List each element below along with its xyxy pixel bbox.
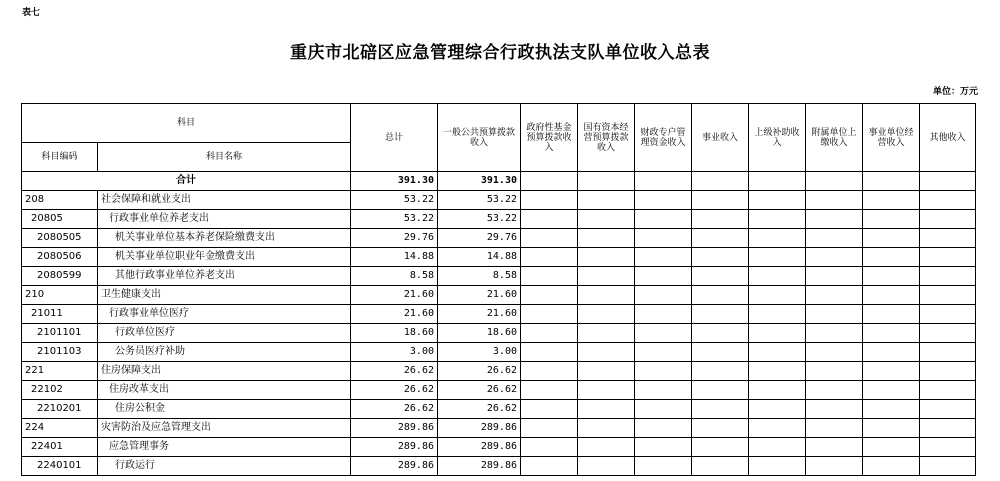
- empty-cell: [749, 457, 806, 476]
- empty-cell: [578, 267, 635, 286]
- empty-cell: [692, 286, 749, 305]
- value-general-budget-cell: 53.22: [438, 191, 521, 210]
- empty-cell: [578, 191, 635, 210]
- income-summary-table: [21, 103, 976, 476]
- table-row: [22, 191, 976, 210]
- value-total-cell: 26.62: [351, 362, 438, 381]
- empty-cell: [749, 419, 806, 438]
- value-general-budget-cell: 26.62: [438, 400, 521, 419]
- empty-cell: [920, 286, 976, 305]
- value-total-cell: 289.86: [351, 438, 438, 457]
- value-general-budget-cell: 26.62: [438, 362, 521, 381]
- total-label: 合计: [22, 172, 351, 191]
- empty-cell: [521, 343, 578, 362]
- empty-cell: [578, 400, 635, 419]
- empty-cell: [692, 191, 749, 210]
- empty-cell: [635, 457, 692, 476]
- table-row: [22, 305, 976, 324]
- value-general-budget-cell: 14.88: [438, 248, 521, 267]
- value-general-budget-cell: 289.86: [438, 438, 521, 457]
- empty-cell: [635, 305, 692, 324]
- empty-cell: [920, 438, 976, 457]
- empty-cell: [521, 210, 578, 229]
- empty-cell: [749, 267, 806, 286]
- empty-cell: [749, 172, 806, 191]
- value-general-budget-cell: 18.60: [438, 324, 521, 343]
- empty-cell: [863, 362, 920, 381]
- empty-cell: [749, 229, 806, 248]
- table-number-tag: 表七: [22, 8, 41, 18]
- empty-cell: [578, 248, 635, 267]
- empty-cell: [806, 305, 863, 324]
- empty-cell: [920, 305, 976, 324]
- empty-cell: [692, 438, 749, 457]
- value-general-budget-cell: 26.62: [438, 381, 521, 400]
- empty-cell: [635, 229, 692, 248]
- empty-cell: [806, 210, 863, 229]
- header-col-general-budget: 一般公共预算拨款收入: [438, 104, 521, 172]
- empty-cell: [692, 229, 749, 248]
- table-row: [22, 419, 976, 438]
- total-value-total: 391.30: [351, 172, 438, 191]
- subject-code-cell: 22401: [22, 438, 98, 457]
- value-general-budget-cell: 8.58: [438, 267, 521, 286]
- empty-cell: [863, 419, 920, 438]
- empty-cell: [692, 210, 749, 229]
- empty-cell: [521, 400, 578, 419]
- subject-code-cell: 210: [22, 286, 98, 305]
- empty-cell: [806, 362, 863, 381]
- header-col-total: 总计: [351, 104, 438, 172]
- empty-cell: [578, 419, 635, 438]
- empty-cell: [920, 191, 976, 210]
- empty-cell: [635, 191, 692, 210]
- value-total-cell: 21.60: [351, 305, 438, 324]
- table-row: [22, 286, 976, 305]
- table-row: [22, 324, 976, 343]
- value-total-cell: 3.00: [351, 343, 438, 362]
- value-total-cell: 53.22: [351, 191, 438, 210]
- empty-cell: [806, 400, 863, 419]
- empty-cell: [749, 191, 806, 210]
- empty-cell: [920, 229, 976, 248]
- subject-name-cell: 社会保障和就业支出: [98, 191, 351, 210]
- empty-cell: [863, 229, 920, 248]
- value-general-budget-cell: 289.86: [438, 419, 521, 438]
- empty-cell: [806, 438, 863, 457]
- value-total-cell: 289.86: [351, 419, 438, 438]
- empty-cell: [578, 362, 635, 381]
- empty-cell: [578, 457, 635, 476]
- subject-code-cell: 2080506: [22, 248, 98, 267]
- empty-cell: [863, 210, 920, 229]
- table-row: [22, 400, 976, 419]
- subject-code-cell: 2210201: [22, 400, 98, 419]
- empty-cell: [806, 381, 863, 400]
- empty-cell: [920, 267, 976, 286]
- empty-cell: [863, 343, 920, 362]
- empty-cell: [521, 324, 578, 343]
- subject-name-cell: 应急管理事务: [98, 438, 351, 457]
- empty-cell: [920, 457, 976, 476]
- empty-cell: [521, 305, 578, 324]
- subject-name-cell: 机关事业单位基本养老保险缴费支出: [98, 229, 351, 248]
- empty-cell: [863, 286, 920, 305]
- empty-cell: [635, 343, 692, 362]
- subject-code-cell: 224: [22, 419, 98, 438]
- empty-cell: [920, 172, 976, 191]
- empty-cell: [635, 381, 692, 400]
- value-general-budget-cell: 3.00: [438, 343, 521, 362]
- empty-cell: [863, 248, 920, 267]
- empty-cell: [521, 248, 578, 267]
- value-total-cell: 21.60: [351, 286, 438, 305]
- empty-cell: [863, 305, 920, 324]
- empty-cell: [749, 286, 806, 305]
- empty-cell: [578, 438, 635, 457]
- subject-code-cell: 21011: [22, 305, 98, 324]
- table-row: [22, 343, 976, 362]
- subject-name-cell: 行政事业单位养老支出: [98, 210, 351, 229]
- table-row: [22, 229, 976, 248]
- empty-cell: [692, 248, 749, 267]
- empty-cell: [806, 419, 863, 438]
- subject-code-cell: 20805: [22, 210, 98, 229]
- empty-cell: [806, 229, 863, 248]
- table-row: [22, 438, 976, 457]
- empty-cell: [920, 324, 976, 343]
- empty-cell: [920, 400, 976, 419]
- empty-cell: [521, 267, 578, 286]
- empty-cell: [806, 343, 863, 362]
- subject-code-cell: 2101101: [22, 324, 98, 343]
- empty-cell: [749, 305, 806, 324]
- empty-cell: [578, 343, 635, 362]
- table-row: [22, 362, 976, 381]
- empty-cell: [692, 400, 749, 419]
- empty-cell: [863, 438, 920, 457]
- empty-cell: [920, 362, 976, 381]
- empty-cell: [578, 172, 635, 191]
- subject-name-cell: 行政事业单位医疗: [98, 305, 351, 324]
- subject-code-cell: 208: [22, 191, 98, 210]
- empty-cell: [749, 381, 806, 400]
- empty-cell: [806, 324, 863, 343]
- table-row: [22, 381, 976, 400]
- value-total-cell: 18.60: [351, 324, 438, 343]
- empty-cell: [749, 438, 806, 457]
- empty-cell: [692, 305, 749, 324]
- empty-cell: [578, 305, 635, 324]
- empty-cell: [521, 457, 578, 476]
- header-col-operating-income: 事业单位经营收入: [863, 104, 920, 172]
- page-title: 重庆市北碚区应急管理综合行政执法支队单位收入总表: [290, 43, 710, 63]
- empty-cell: [692, 362, 749, 381]
- empty-cell: [635, 438, 692, 457]
- empty-cell: [521, 419, 578, 438]
- empty-cell: [806, 191, 863, 210]
- empty-cell: [920, 210, 976, 229]
- value-total-cell: 26.62: [351, 400, 438, 419]
- header-col-business-income: 事业收入: [692, 104, 749, 172]
- empty-cell: [806, 248, 863, 267]
- value-total-cell: 29.76: [351, 229, 438, 248]
- empty-cell: [863, 400, 920, 419]
- value-total-cell: 53.22: [351, 210, 438, 229]
- subject-code-cell: 221: [22, 362, 98, 381]
- subject-code-cell: 22102: [22, 381, 98, 400]
- empty-cell: [749, 210, 806, 229]
- subject-code-cell: 2080505: [22, 229, 98, 248]
- empty-cell: [521, 362, 578, 381]
- empty-cell: [521, 438, 578, 457]
- unit-label: 单位：万元: [932, 87, 978, 97]
- empty-cell: [635, 210, 692, 229]
- empty-cell: [635, 324, 692, 343]
- header-col-other-income: 其他收入: [920, 104, 976, 172]
- empty-cell: [749, 248, 806, 267]
- empty-cell: [692, 419, 749, 438]
- empty-cell: [635, 419, 692, 438]
- table-row: [22, 248, 976, 267]
- empty-cell: [635, 267, 692, 286]
- empty-cell: [920, 248, 976, 267]
- subject-name-cell: 机关事业单位职业年金缴费支出: [98, 248, 351, 267]
- empty-cell: [863, 172, 920, 191]
- empty-cell: [749, 362, 806, 381]
- header-col-fund-budget: 政府性基金预算拨款收入: [521, 104, 578, 172]
- empty-cell: [692, 381, 749, 400]
- empty-cell: [863, 381, 920, 400]
- empty-cell: [749, 400, 806, 419]
- empty-cell: [521, 172, 578, 191]
- subject-name-cell: 住房保障支出: [98, 362, 351, 381]
- subject-name-cell: 住房公积金: [98, 400, 351, 419]
- header-col-affiliate-remit: 附属单位上缴收入: [806, 104, 863, 172]
- value-total-cell: 26.62: [351, 381, 438, 400]
- empty-cell: [920, 419, 976, 438]
- empty-cell: [521, 286, 578, 305]
- empty-cell: [806, 267, 863, 286]
- subject-name-cell: 卫生健康支出: [98, 286, 351, 305]
- empty-cell: [635, 286, 692, 305]
- subject-code-cell: 2080599: [22, 267, 98, 286]
- empty-cell: [521, 381, 578, 400]
- empty-cell: [692, 267, 749, 286]
- value-total-cell: 289.86: [351, 457, 438, 476]
- empty-cell: [692, 457, 749, 476]
- empty-cell: [920, 381, 976, 400]
- empty-cell: [635, 248, 692, 267]
- empty-cell: [863, 191, 920, 210]
- table-row: [22, 210, 976, 229]
- empty-cell: [749, 343, 806, 362]
- subject-name-cell: 公务员医疗补助: [98, 343, 351, 362]
- value-general-budget-cell: 289.86: [438, 457, 521, 476]
- header-code: 科目编码: [22, 143, 98, 172]
- value-general-budget-cell: 21.60: [438, 286, 521, 305]
- subject-name-cell: 其他行政事业单位养老支出: [98, 267, 351, 286]
- value-general-budget-cell: 29.76: [438, 229, 521, 248]
- empty-cell: [521, 229, 578, 248]
- empty-cell: [578, 381, 635, 400]
- header-subject: 科目: [22, 104, 351, 143]
- empty-cell: [578, 229, 635, 248]
- empty-cell: [692, 324, 749, 343]
- table-row: [22, 267, 976, 286]
- value-total-cell: 14.88: [351, 248, 438, 267]
- header-col-superior-subsidy: 上级补助收入: [749, 104, 806, 172]
- empty-cell: [635, 400, 692, 419]
- subject-name-cell: 行政运行: [98, 457, 351, 476]
- empty-cell: [863, 457, 920, 476]
- empty-cell: [806, 457, 863, 476]
- empty-cell: [635, 172, 692, 191]
- header-name: 科目名称: [98, 143, 351, 172]
- subject-name-cell: 灾害防治及应急管理支出: [98, 419, 351, 438]
- empty-cell: [578, 324, 635, 343]
- value-general-budget-cell: 53.22: [438, 210, 521, 229]
- total-row: [22, 172, 976, 191]
- empty-cell: [806, 172, 863, 191]
- empty-cell: [635, 362, 692, 381]
- subject-code-cell: 2101103: [22, 343, 98, 362]
- value-general-budget-cell: 21.60: [438, 305, 521, 324]
- empty-cell: [806, 286, 863, 305]
- value-total-cell: 8.58: [351, 267, 438, 286]
- header-col-special-account: 财政专户管理资金收入: [635, 104, 692, 172]
- empty-cell: [578, 286, 635, 305]
- subject-code-cell: 2240101: [22, 457, 98, 476]
- empty-cell: [578, 210, 635, 229]
- empty-cell: [863, 324, 920, 343]
- table-row: [22, 457, 976, 476]
- empty-cell: [749, 324, 806, 343]
- subject-name-cell: 行政单位医疗: [98, 324, 351, 343]
- empty-cell: [521, 191, 578, 210]
- header-col-state-capital: 国有资本经营预算拨款收入: [578, 104, 635, 172]
- subject-name-cell: 住房改革支出: [98, 381, 351, 400]
- total-value-general-budget: 391.30: [438, 172, 521, 191]
- empty-cell: [692, 172, 749, 191]
- empty-cell: [863, 267, 920, 286]
- empty-cell: [692, 343, 749, 362]
- empty-cell: [920, 343, 976, 362]
